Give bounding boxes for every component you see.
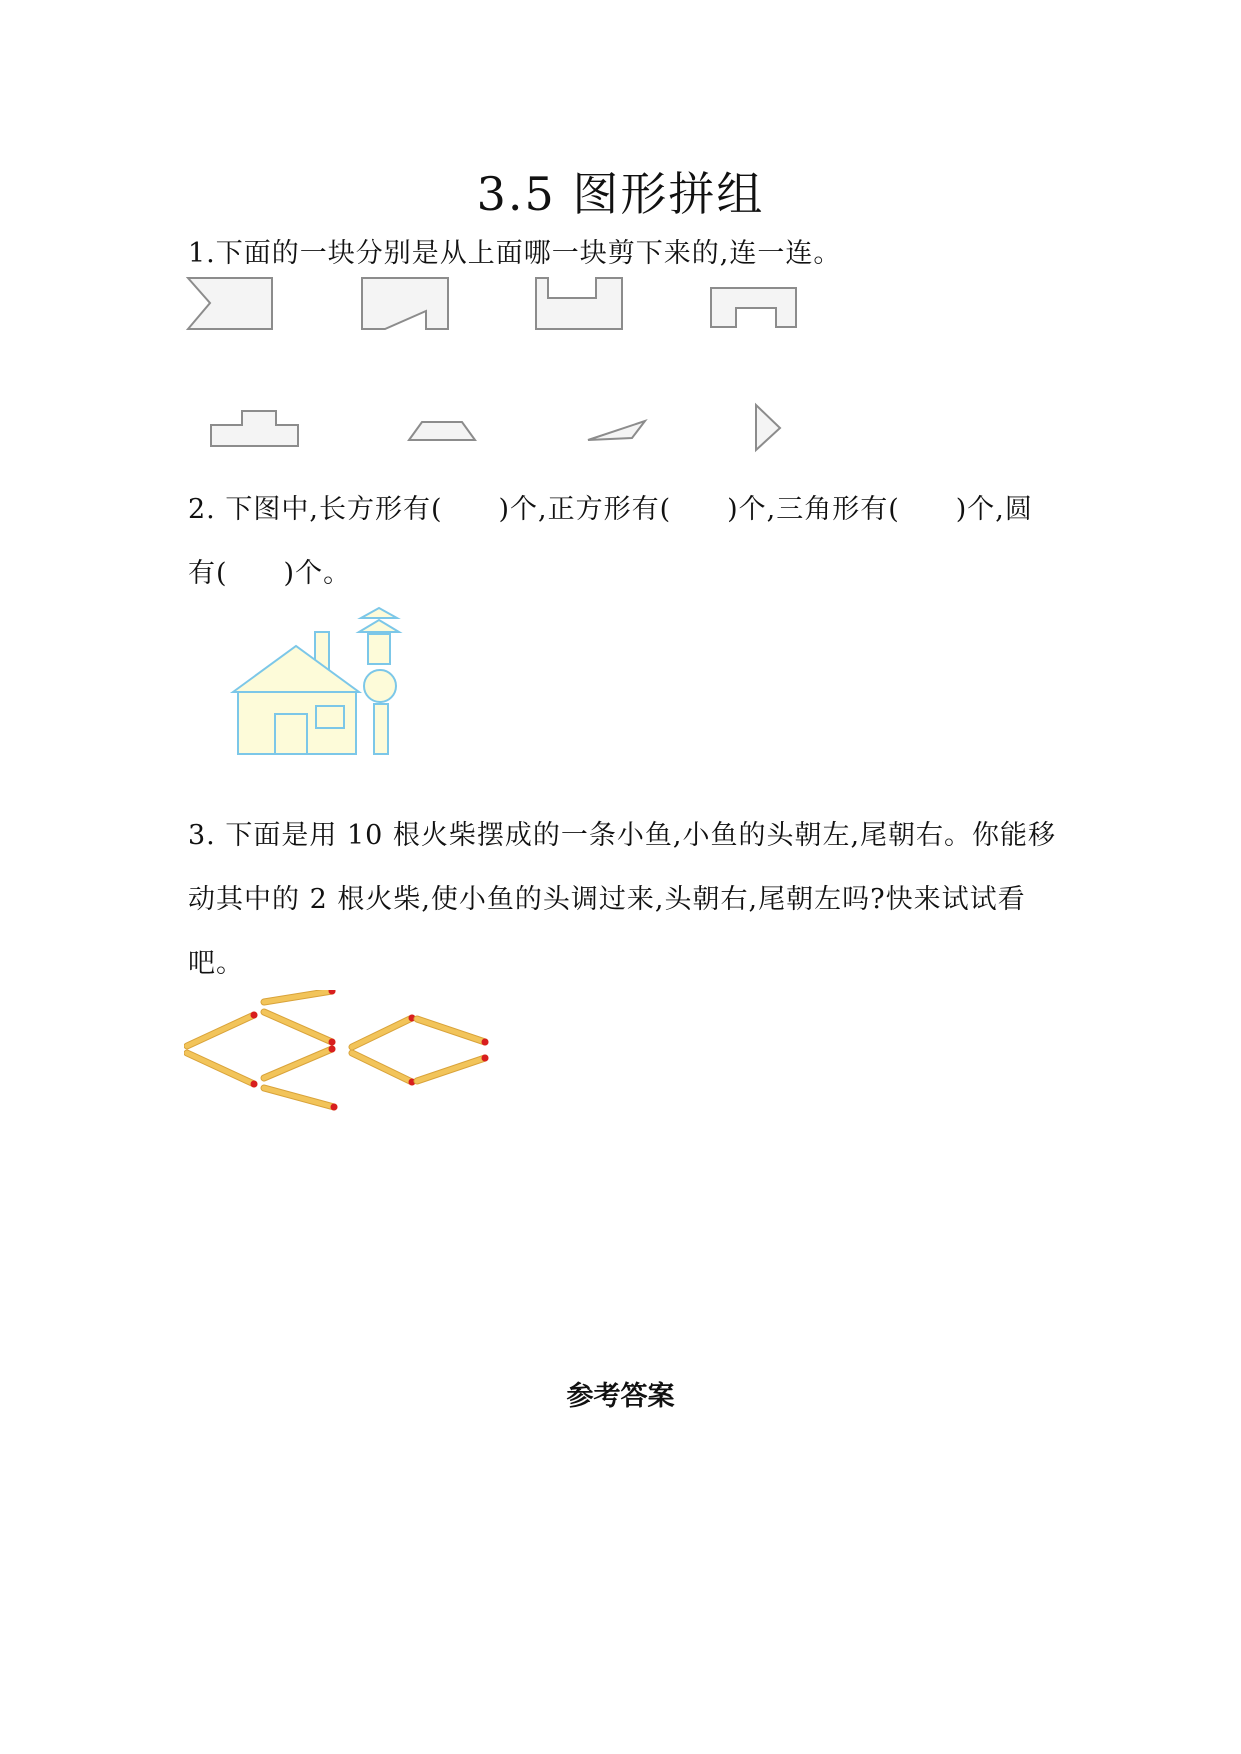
question-3-text: 下面是用 10 根火柴摆成的一条小鱼,小鱼的头朝左,尾朝右。你能移动其中的 2 根火柴,使小鱼的头调过来,头朝右,尾朝左吗?快来试试看吧。 [188, 820, 1057, 979]
matchstick [352, 1018, 412, 1047]
question-2-text: 下图中,长方形有( )个,正方形有( )个,三角形有( )个,圆有( )个。 [188, 494, 1033, 589]
question-2-number: 2. [188, 494, 216, 525]
fish-tail [187, 990, 338, 1111]
question-1-text: 下面的一块分别是从上面哪一块剪下来的,连一连。 [215, 238, 842, 269]
piece-right-triangle [756, 405, 780, 450]
answer-heading: 参考答案 [566, 1381, 675, 1412]
matchstick [264, 1012, 332, 1042]
house-door [275, 714, 307, 754]
match-head [482, 1055, 489, 1062]
matchstick [264, 1049, 332, 1078]
question-3 [188, 804, 1058, 996]
q2-house-figure [228, 600, 418, 760]
matchstick [417, 1019, 485, 1042]
tree-mid-triangle [359, 620, 399, 632]
q1-large-shapes [186, 276, 806, 332]
tree-top-triangle [361, 608, 397, 618]
question-3-number: 3. [188, 820, 216, 851]
tree-square [368, 634, 390, 664]
match-head [329, 1039, 336, 1046]
house-roof [233, 646, 359, 692]
match-head [251, 1081, 258, 1088]
match-head [329, 1046, 336, 1053]
matchstick [264, 991, 332, 1002]
q3-matchstick-fish [184, 990, 504, 1130]
large-shape-step-rectangle [711, 288, 796, 327]
matchstick [417, 1058, 485, 1081]
match-head [331, 1104, 338, 1111]
match-head [482, 1039, 489, 1046]
matchstick [352, 1053, 412, 1082]
q1-small-pieces [206, 400, 796, 460]
large-shape-cut-rectangle [362, 278, 448, 329]
piece-triangle [588, 421, 645, 440]
large-shape-notched-rectangle [188, 278, 272, 329]
post-rectangle [374, 704, 388, 754]
page-title: 3.5 图形拼组 [476, 167, 765, 221]
piece-trapezoid [409, 422, 475, 440]
matchstick [264, 1088, 334, 1107]
fish-body [352, 1015, 489, 1086]
question-2 [188, 478, 1058, 606]
matchstick [187, 1015, 254, 1046]
piece-step-shape [211, 411, 298, 446]
large-shape-open-rectangle [536, 278, 622, 329]
match-head [251, 1012, 258, 1019]
matchstick [187, 1053, 254, 1084]
ball-circle [364, 670, 396, 702]
house-window [316, 706, 344, 728]
question-1-number: 1. [188, 238, 216, 269]
